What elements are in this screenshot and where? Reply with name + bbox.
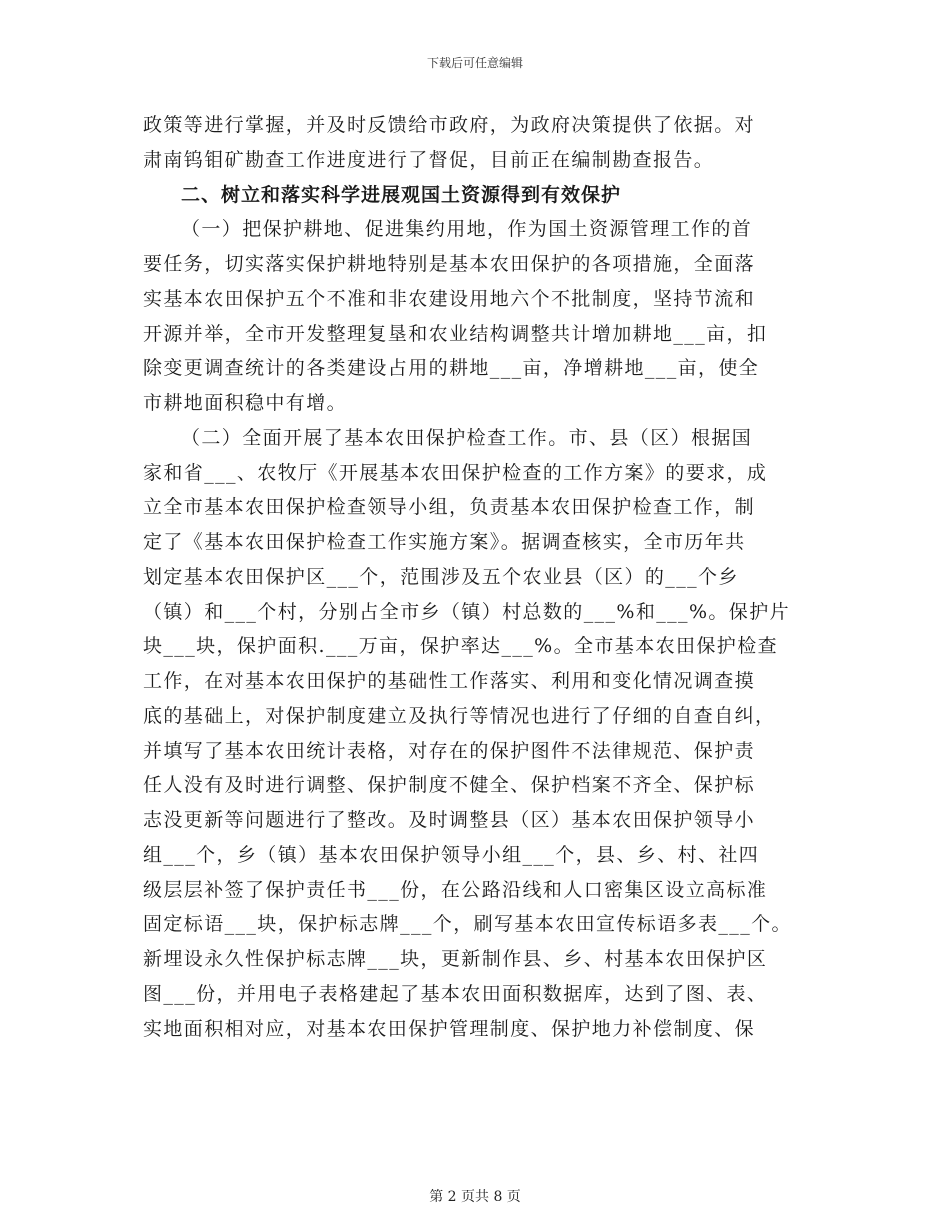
- text-line: 志没更新等问题进行了整改。及时调整县（区）基本农田保护领导小: [143, 809, 756, 831]
- text-line: 固定标语___块，保护标志牌___个，刷写基本农田宣传标语多表___个。: [143, 913, 792, 936]
- text-line: 定了《基本农田保护检查工作实施方案》。据调查核实，全市历年共: [143, 531, 746, 553]
- text-line: 级层层补签了保护责任书___份，在公路沿线和人口密集区设立高标准: [143, 878, 768, 901]
- text-line: 实基本农田保护五个不准和非农建设用地六个不批制度，坚持节流和: [143, 287, 756, 310]
- text-line: 底的基础上，对保护制度建立及执行等情况也进行了仔细的自查自纠，: [143, 704, 776, 727]
- document-body: [143, 108, 823, 1046]
- text-line: 图___份，并用电子表格建起了基本农田面积数据库，达到了图、表、: [143, 982, 768, 1005]
- text-line: （镇）和___个村，分别占全市乡（镇）村总数的___%和___%。保护片: [143, 600, 791, 623]
- text-line: 新埋设永久性保护标志牌___块，更新制作县、乡、村基本农田保护区: [143, 948, 768, 970]
- text-line: （二）全面开展了基本农田保护检查工作。市、县（区）根据国: [181, 426, 753, 449]
- text-line: 划定基本农田保护区___个，范围涉及五个农业县（区）的___个乡: [143, 565, 739, 588]
- text-line: 开源并举，全市开发整理复垦和农业结构调整共计增加耕地___亩，扣: [143, 322, 768, 345]
- page-footer: 第 2 页共 8 页: [429, 1189, 521, 1205]
- text-line: 除变更调查统计的各类建设占用的耕地___亩，净增耕地___亩，使全: [143, 357, 760, 380]
- text-line: 政策等进行掌握，并及时反馈给市政府，为政府决策提供了依据。对: [143, 114, 756, 136]
- text-line: 并填写了基本农田统计表格，对存在的保护图件不法律规范、保护责: [143, 739, 756, 762]
- text-line: 要任务，切实落实保护耕地特别是基本农田保护的各项措施，全面落: [143, 253, 756, 275]
- text-line: 肃南钨钼矿勘查工作进度进行了督促，目前正在编制勘查报告。: [143, 148, 715, 171]
- text-line: 立全市基本农田保护检查领导小组，负责基本农田保护检查工作，制: [143, 496, 756, 519]
- text-line: 块___块，保护面积.___万亩，保护率达___%。全市基本农田保护检查: [143, 635, 778, 658]
- text-line: 实地面积相对应，对基本农田保护管理制度、保护地力补偿制度、保: [143, 1017, 756, 1040]
- text-line: 家和省___、农牧厅《开展基本农田保护检查的工作方案》的要求，成: [143, 461, 768, 484]
- section-heading: 二、树立和落实科学进展观国土资源得到有效保护: [181, 183, 622, 206]
- text-line: 任人没有及时进行调整、保护制度不健全、保护档案不齐全、保护标: [143, 774, 756, 797]
- page-header: 下载后可任意编辑: [426, 56, 523, 70]
- text-line: 组___个，乡（镇）基本农田保护领导小组___个，县、乡、村、社四: [143, 843, 760, 866]
- text-line: （一）把保护耕地、促进集约用地，作为国土资源管理工作的首: [181, 218, 753, 241]
- text-line: 工作，在对基本农田保护的基础性工作落实、利用和变化情况调查摸: [143, 670, 756, 692]
- text-line: 市耕地面积稳中有增。: [143, 392, 348, 414]
